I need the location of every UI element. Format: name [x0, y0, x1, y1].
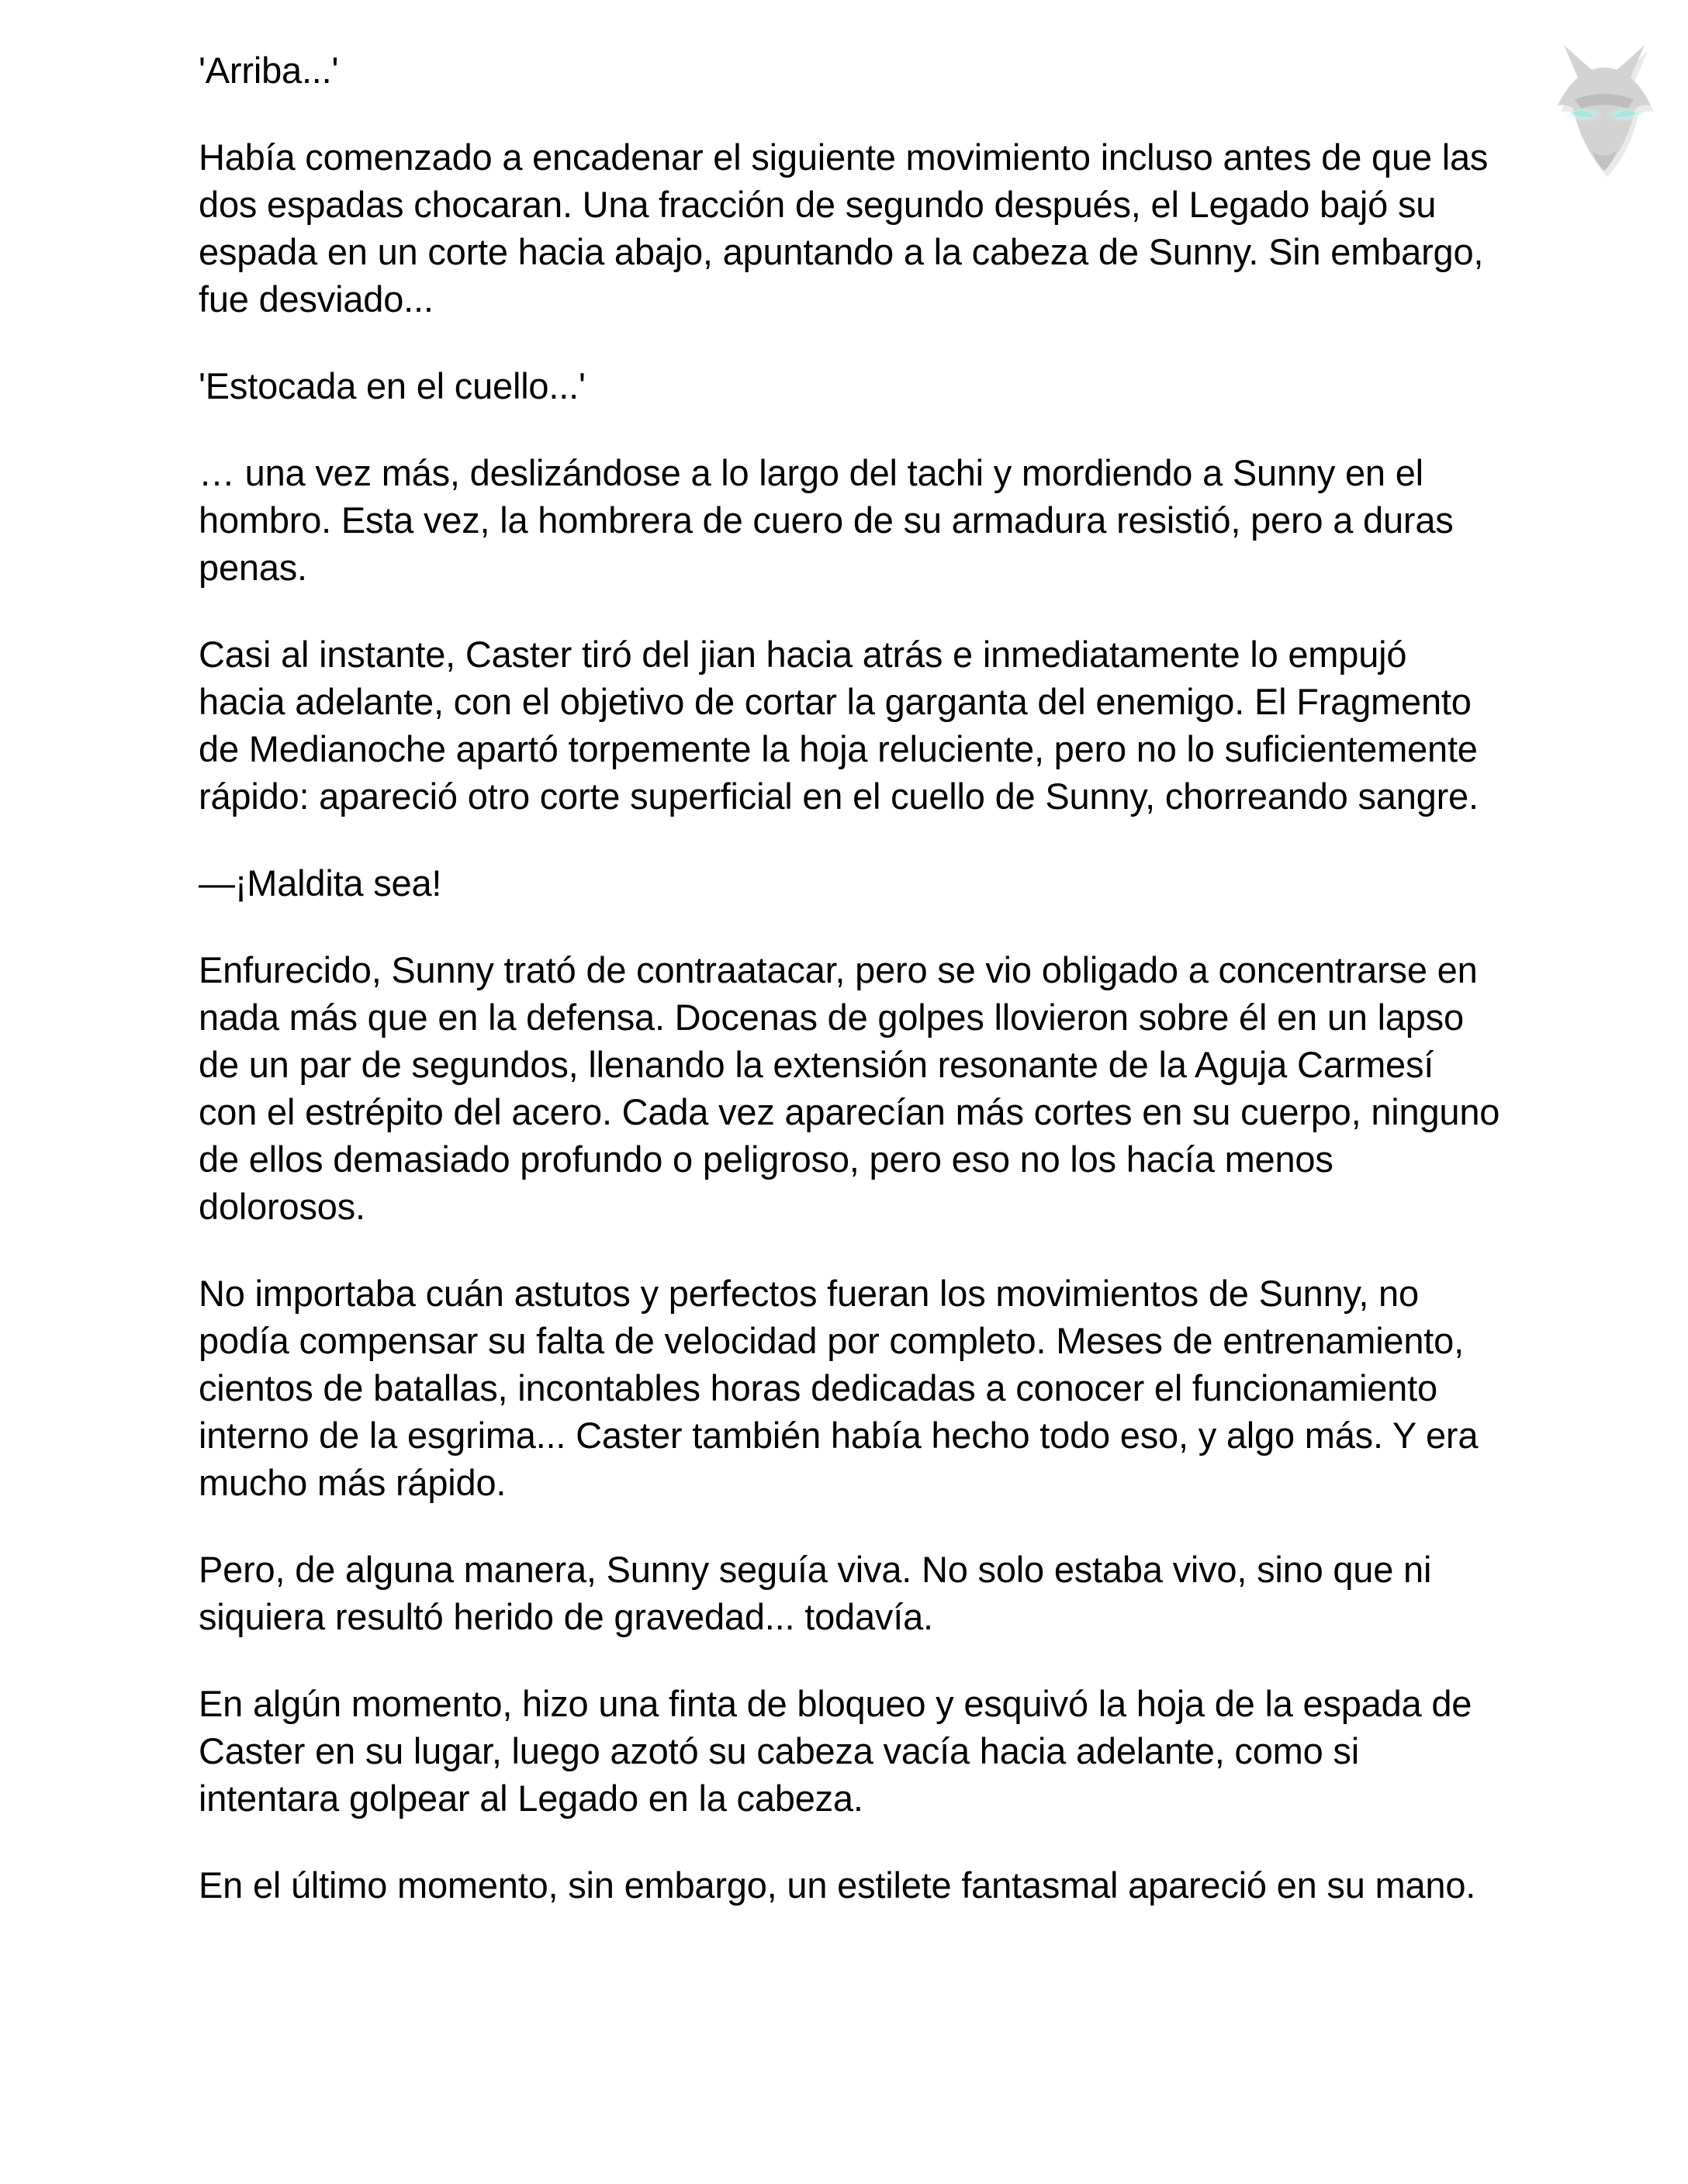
- paragraph: —¡Maldita sea!: [199, 862, 442, 904]
- paragraph: En algún momento, hizo una finta de bloqueo y esquivó la hoja de la espada de Caster en su lugar, luego azotó su cabeza vacía hacia adelante, como si intentara golpear al Legado en la cabeza.: [199, 1683, 1472, 1819]
- paragraph: En el último momento, sin embargo, un estilete fantasmal apareció en su mano.: [199, 1864, 1476, 1906]
- watermark-logo: [1527, 14, 1682, 185]
- paragraph: Enfurecido, Sunny trató de contraatacar, pero se vio obligado a concentrarse en nada más que en la defensa. Docenas de golpes llovieron sobre él en un lapso de un par de segundos, llenando la extensión resonante de la Aguja Carmesí con el estrépito del acero. Cada vez aparecían más cortes en su cuerpo, ninguno de ellos demasiado profundo o peligroso, pero eso no los hacía menos dolorosos.: [199, 949, 1500, 1227]
- paragraph: Había comenzado a encadenar el siguiente movimiento incluso antes de que las dos espadas chocaran. Una fracción de segundo después, el Legado bajó su espada en un corte hacia abajo, apuntando a la cabeza de Sunny. Sin embargo, fue desviado...: [199, 136, 1489, 320]
- paragraph: Pero, de alguna manera, Sunny seguía viva. No solo estaba vivo, sino que ni siquiera resultó herido de gravedad... todavía.: [199, 1549, 1432, 1637]
- horned-demon-head-icon: [1527, 14, 1682, 185]
- paragraph: 'Estocada en el cuello...': [199, 365, 586, 406]
- paragraph: No importaba cuán astutos y perfectos fueran los movimientos de Sunny, no podía compensar su falta de velocidad por completo. Meses de entrenamiento, cientos de batallas, incontables horas dedicadas a conocer el funcionamiento interno de la esgrima... Caster también había hecho todo eso, y algo más. Y era mucho más rápido.: [199, 1273, 1479, 1503]
- paragraph: … una vez más, deslizándose a lo largo del tachi y mordiendo a Sunny en el hombro. Esta vez, la hombrera de cuero de su armadura resistió, pero a duras penas.: [199, 452, 1454, 588]
- paragraph: Casi al instante, Caster tiró del jian hacia atrás e inmediatamente lo empujó hacia adelante, con el objetivo de cortar la garganta del enemigo. El Fragmento de Medianoche apartó torpemente la hoja reluciente, pero no lo suficientemente rápido: apareció otro corte superficial en el cuello de Sunny, chorreando sangre.: [199, 634, 1479, 817]
- paragraph: 'Arriba...': [199, 50, 339, 91]
- document-body: [199, 47, 1502, 1948]
